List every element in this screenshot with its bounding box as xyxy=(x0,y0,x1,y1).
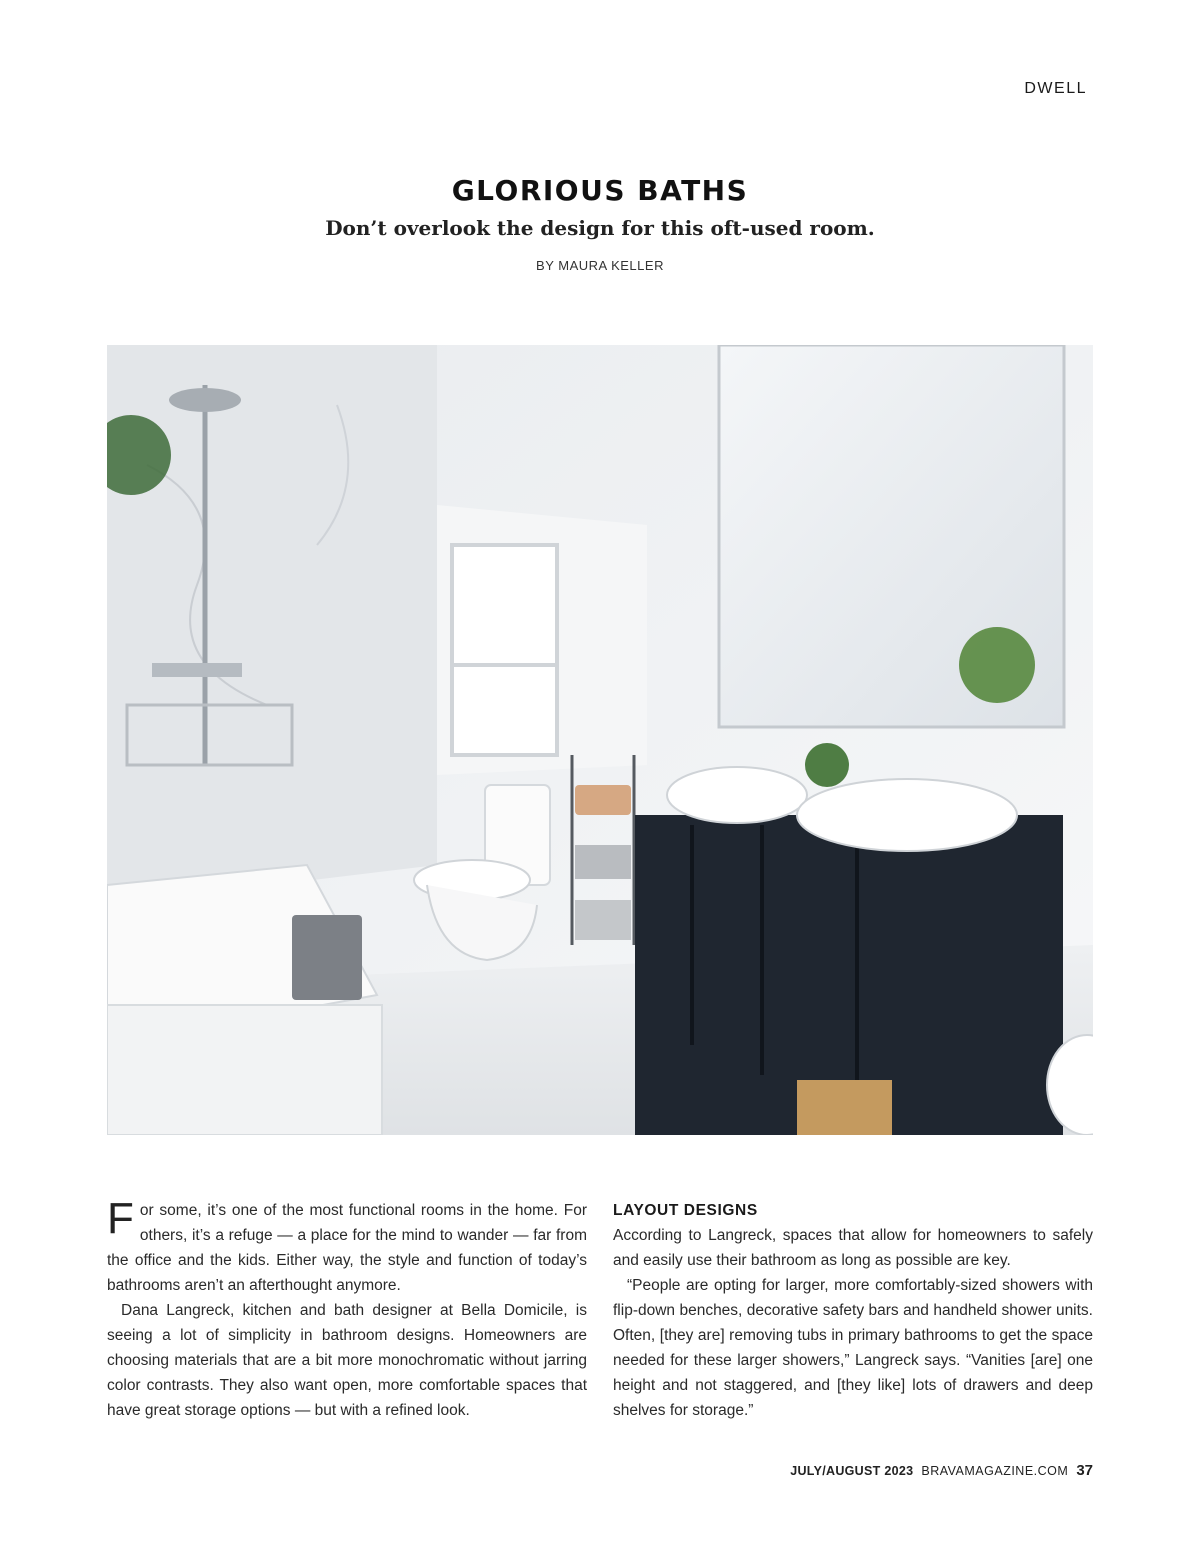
paragraph-layout: According to Langreck, spaces that allow for homeowners to safely and easily use their bathroom as long as possible are key. xyxy=(613,1227,1093,1269)
paragraph-intro: or some, it’s one of the most functional rooms in the home. For others, it’s a refuge — a place for the mind to wander — far from the office and the kids. Either way, the style and function of today’s bathrooms aren’t an afterthought anymore. xyxy=(107,1202,587,1294)
paragraph-quote: “People are opting for larger, more comfortably-sized showers with flip-down benches, decorative safety bars and handheld shower units. Often, [they are] removing tubs in primary bathrooms to get the space needed for these larger showers,” Langreck says. “Vanities [are] one height and not staggered, and [they like] lots of drawers and deep shelves for storage.” xyxy=(613,1277,1093,1419)
page-footer xyxy=(790,1462,1093,1479)
page-number: 37 xyxy=(1076,1462,1093,1479)
body-column-left xyxy=(107,1194,587,1423)
bathroom-photo xyxy=(107,345,1093,1135)
bathroom-illustration xyxy=(107,345,1093,1135)
article-byline: BY MAURA KELLER xyxy=(536,258,664,273)
site-url: BRAVAMAGAZINE.COM xyxy=(921,1464,1069,1478)
section-heading: LAYOUT DESIGNS xyxy=(613,1202,758,1219)
article-subtitle: Don’t overlook the design for this oft-used room. xyxy=(325,216,875,240)
article-title: GLORIOUS BATHS xyxy=(451,174,749,207)
paragraph-langreck: Dana Langreck, kitchen and bath designer at Bella Domicile, is seeing a lot of simplicity in bathroom designs. Homeowners are choosing materials that are a bit more monochromatic without jarring color contrasts. They also want open, more comfortable spaces that have great storage options — but with a refined look. xyxy=(107,1302,587,1419)
section-label: DWELL xyxy=(1024,80,1087,97)
issue-date: JULY/AUGUST 2023 xyxy=(790,1464,914,1478)
body-column-right xyxy=(613,1198,1093,1423)
drop-cap: F xyxy=(107,1194,134,1243)
